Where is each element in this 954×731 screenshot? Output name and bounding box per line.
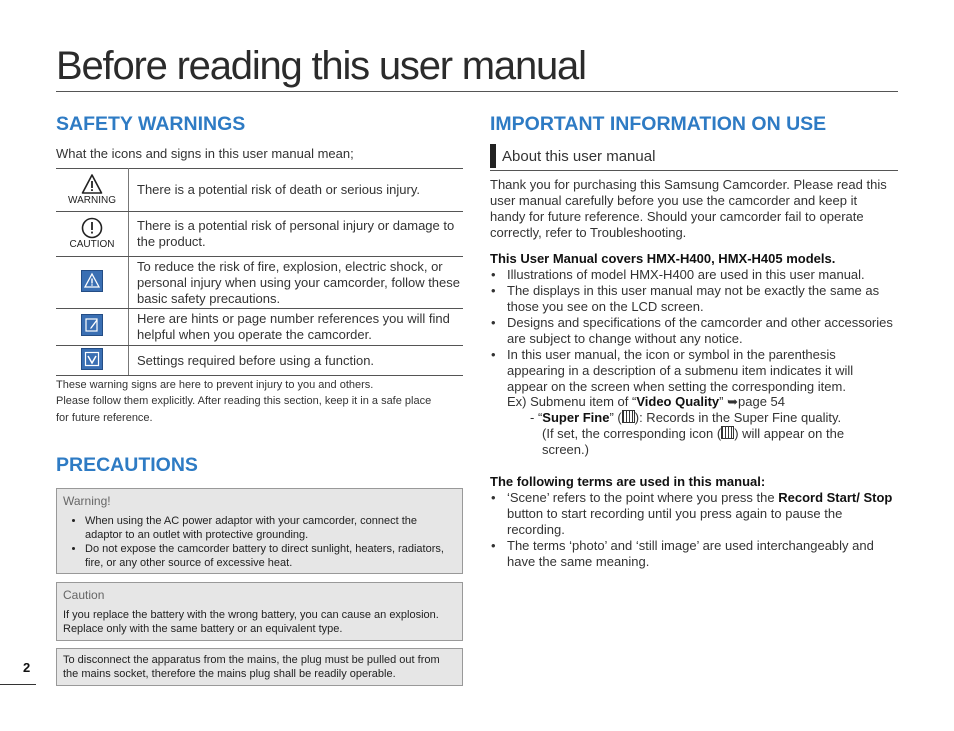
- super-fine-line: [530, 410, 841, 426]
- example-prefix: Ex) Submenu item of “: [507, 394, 637, 409]
- note-pencil-icon: [81, 314, 103, 336]
- list-item: • The displays in this user manual may not be exactly the same as those you see on the LCD screen.: [490, 283, 895, 315]
- caution-box: [56, 582, 463, 641]
- table-row: [56, 346, 463, 376]
- important-info-heading: IMPORTANT INFORMATION ON USE: [490, 113, 827, 135]
- icon-cell: [56, 212, 129, 257]
- term1-bold: Record Start/ Stop: [778, 490, 893, 505]
- list-item: • In this user manual, the icon or symbol in the parenthesis appearing in a description of a submenu item indicates it will appear on the screen when setting the corresponding item.: [490, 347, 895, 395]
- page-title: Before reading this user manual: [56, 44, 586, 88]
- caution-box-text: If you replace the battery with the wrong battery, you can cause an explosion. Replace only with the same battery or an equivalent type.: [63, 609, 439, 635]
- safety-warnings-heading: SAFETY WARNINGS: [56, 113, 246, 135]
- table-row: [56, 257, 463, 309]
- warning-triangle-icon: [81, 173, 103, 195]
- safety-intro: What the icons and signs in this user manual mean;: [56, 146, 354, 161]
- terms-list: [490, 490, 895, 570]
- list-item: • When using the AC power adaptor with your camcorder, connect the adaptor to an outlet with protective grounding.: [85, 514, 456, 542]
- warning-note-line3: for future reference.: [56, 412, 153, 424]
- term1-a: ‘Scene’ refers to the point where you press the: [507, 490, 779, 505]
- caution-box-heading: Caution: [63, 588, 105, 602]
- settings-description: Settings required before using a function.: [129, 346, 464, 376]
- super-fine-line3: screen.): [542, 442, 589, 457]
- table-row: [56, 309, 463, 346]
- super-fine-line2: [542, 426, 844, 442]
- list-item: • Illustrations of model HMX-H400 are used in this user manual.: [490, 267, 895, 283]
- list-item: [490, 490, 895, 538]
- covers-heading: This User Manual covers HMX-H400, HMX-H405 models.: [490, 251, 836, 266]
- super-fine-bold: Super Fine: [542, 410, 610, 425]
- title-divider: [56, 91, 898, 92]
- about-manual-subheading: [490, 144, 898, 171]
- blue-warning-triangle-icon: [81, 270, 103, 292]
- term1-b: button to start recording until you press again to pause the recording.: [507, 506, 843, 537]
- super-fine-rest: ): Records in the Super Fine quality.: [634, 410, 842, 425]
- caution-description: There is a potential risk of personal injury or damage to the product.: [129, 212, 464, 257]
- super-fine-quality-icon: [622, 410, 635, 423]
- warning-note-line1: These warning signs are here to prevent injury to you and others.: [56, 379, 374, 391]
- icon-cell: [56, 309, 129, 346]
- icon-cell: [56, 169, 129, 212]
- note-description: Here are hints or page number references you will find helpful when you operate the camcorder.: [129, 309, 464, 346]
- caution-exclamation-icon: [81, 217, 103, 239]
- icon-meaning-table: [56, 168, 463, 376]
- warning-box: [56, 488, 463, 574]
- disconnect-box: [56, 648, 463, 686]
- manual-intro: Thank you for purchasing this Samsung Camcorder. Please read this user manual carefully before you use the camcorder and keep it handy for future reference. Should your camcorder fail to operate correctly, refer to Troubleshooting.: [490, 177, 887, 240]
- precaution-description: To reduce the risk of fire, explosion, electric shock, or personal injury when using your camcorder, follow these basic safety precautions.: [129, 257, 464, 309]
- icon-cell: [56, 346, 129, 376]
- terms-heading: The following terms are used in this manual:: [490, 474, 766, 489]
- subheading-text: About this user manual: [502, 148, 656, 165]
- warning-description: There is a potential risk of death or serious injury.: [129, 169, 464, 212]
- example-suffix: ” ➥page 54: [719, 394, 785, 409]
- checkbox-icon: [81, 348, 103, 370]
- list-item: • Designs and specifications of the camcorder and other accessories are subject to change without any notice.: [490, 315, 895, 347]
- warning-caption: WARNING: [68, 195, 116, 206]
- table-row: [56, 212, 463, 257]
- subheading-bar: [490, 144, 496, 168]
- super-fine-dash: - “: [530, 410, 543, 425]
- super-fine-after-bold: ” (: [609, 410, 622, 425]
- page-number-rule: [0, 684, 36, 685]
- disconnect-box-text: To disconnect the apparatus from the mains, the plug must be pulled out from the mains socket, therefore the mains plug shall be readily operable.: [63, 654, 440, 680]
- super-fine-line2-b: ) will appear on the: [734, 426, 845, 441]
- icon-cell: [56, 257, 129, 309]
- precautions-heading: PRECAUTIONS: [56, 454, 198, 476]
- page-number: 2: [23, 660, 31, 675]
- super-fine-line2-a: (If set, the corresponding icon (: [542, 426, 722, 441]
- list-item: • Do not expose the camcorder battery to direct sunlight, heaters, radiators, fire, or any other source of excessive heat.: [85, 542, 456, 570]
- caution-caption: CAUTION: [69, 239, 115, 250]
- list-item: • The terms ‘photo’ and ‘still image’ are used interchangeably and have the same meaning.: [490, 538, 895, 570]
- table-row: [56, 169, 463, 212]
- warning-box-heading: Warning!: [63, 494, 111, 508]
- warning-note-line2: Please follow them explicitly. After reading this section, keep it in a safe place: [56, 395, 432, 407]
- example-bold: Video Quality: [636, 394, 720, 409]
- super-fine-quality-icon: [721, 426, 734, 439]
- example-line: [507, 394, 785, 410]
- covers-list: [490, 267, 895, 395]
- warning-box-list: [63, 514, 456, 570]
